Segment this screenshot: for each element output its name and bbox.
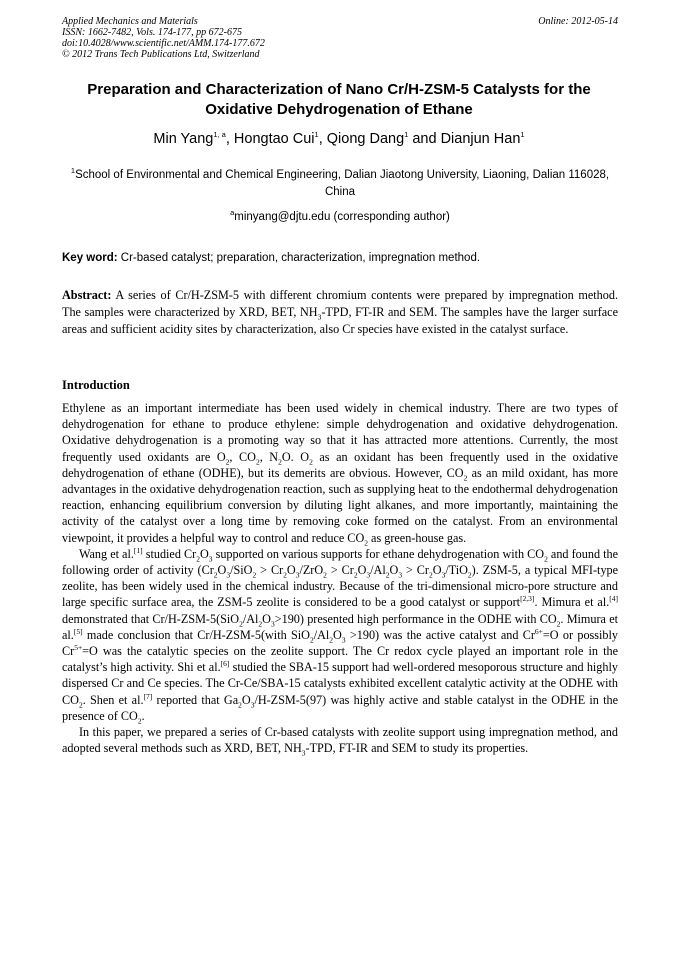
text: demonstrated that Cr/H-ZSM-5(SiO [62, 611, 240, 626]
online-date: Online: 2012-05-14 [538, 16, 618, 27]
text: /Al [313, 627, 330, 642]
citation: [6] [220, 659, 230, 669]
text: /H-ZSM-5(97) was highly active and stable catalyst in the ODHE in the presence of CO [62, 692, 619, 723]
citation: [1] [133, 545, 143, 555]
keywords [62, 250, 618, 266]
journal-name: Applied Mechanics and Materials [62, 16, 198, 27]
subscript: 2 [78, 700, 83, 710]
subscript: 3 [250, 700, 255, 710]
subscript: 3 [301, 748, 306, 758]
text: O [199, 546, 209, 561]
text: /ZrO [299, 563, 324, 578]
superscript: 5+ [74, 642, 83, 652]
text: studied Cr [142, 546, 197, 561]
subscript: 2 [238, 700, 242, 710]
subscript: 2 [309, 635, 314, 645]
text: . Shen et al. [82, 692, 144, 707]
subscript: 3 [295, 570, 300, 580]
text: =O was the catalytic species on the zeolite support. The Cr redox cycle played an important role in the catalyst’s high activity. Shi et al. [62, 644, 618, 675]
affiliation [62, 167, 618, 201]
author-name: Dianjun Han [440, 131, 521, 147]
author-name: Min Yang [153, 131, 214, 147]
subscript: 3 [270, 619, 275, 629]
text: O [286, 563, 296, 578]
affiliation-text: School of Environmental and Chemical Engineering, Dalian Jiaotong University, Liaoning, Dalian 116028, China [75, 169, 610, 198]
subscript: 3 [341, 635, 346, 645]
text: >190) presented high performance in the ODHE with CO [274, 611, 557, 626]
text: In this paper, we prepared a series of Cr-based catalysts with zeolite support using impregnation method, and adopted several methods such as XRD, BET, NH [62, 725, 618, 756]
citation: [4] [609, 594, 618, 604]
author-name: Hongtao Cui [233, 131, 315, 147]
email-text: minyang@djtu.edu (corresponding author) [234, 211, 450, 223]
text: , CO [229, 449, 256, 464]
title-line-1: Preparation and Characterization of Nano Cr/H-ZSM-5 Catalysts for the [87, 81, 591, 98]
paragraph-3 [62, 724, 618, 756]
text: =O or possibly Cr [62, 627, 618, 659]
subscript: 2 [353, 570, 358, 580]
text: O. O [281, 449, 310, 464]
author-sup: 1, a [213, 130, 226, 140]
journal-header [62, 16, 618, 60]
text: , N [259, 449, 279, 464]
abstract-label: Abstract: [62, 288, 112, 302]
subscript: 2 [137, 716, 142, 726]
author-sup: 1 [520, 130, 525, 140]
subscript: 2 [225, 457, 230, 467]
author-separator: , [225, 131, 234, 147]
subscript: 2 [255, 457, 260, 467]
text: > Cr [402, 563, 429, 578]
abstract [62, 287, 618, 339]
introduction-body [62, 400, 618, 756]
subscript: 2 [283, 570, 287, 580]
abstract-text: A series of Cr/H-ZSM-5 with different chromium contents were prepared by impregnation method. The samples were characterized by XRD, BET, NH [62, 288, 618, 320]
subscript: 2 [196, 554, 200, 564]
subscript: 2 [213, 570, 218, 580]
text: ). ZSM-5, a typical MFI-type zeolite, has been widely used in the chemical industry. Because of the tri-dimensional micro-pore structure and large specific surface area, the ZSM-5 zeolite is considered to be a good catalyst or support [62, 563, 619, 610]
paragraph-1 [62, 400, 618, 546]
author-list [40, 130, 638, 148]
text: reported that Ga [152, 692, 239, 707]
subscript: 2 [252, 570, 257, 580]
text: O [432, 563, 442, 578]
text: > Cr [326, 563, 354, 578]
keywords-label: Key word: [62, 252, 118, 264]
paragraph-2 [62, 546, 618, 724]
subscript: 2 [467, 570, 472, 580]
author-sup: 1 [314, 130, 319, 140]
subscript: 2 [429, 570, 433, 580]
email-sup: a [230, 208, 235, 218]
paper-title [55, 80, 623, 120]
keywords-text: Cr-based catalyst; preparation, characterization, impregnation method. [117, 252, 481, 264]
superscript: 6+ [534, 626, 543, 636]
subscript: 2 [385, 570, 390, 580]
doi-line: doi:10.4028/www.scientific.net/AMM.174-177.672 [62, 38, 265, 49]
text: > Cr [256, 563, 284, 578]
text: O [241, 692, 251, 707]
affiliation-sup: 1 [70, 166, 76, 176]
title-line-2: Oxidative Dehydrogenation of Ethane [205, 101, 473, 118]
subscript: 2 [556, 619, 561, 629]
author-name: Qiong Dang [326, 131, 405, 147]
text: O [389, 563, 399, 578]
subscript: 3 [441, 570, 446, 580]
text: studied the SBA-15 support had well-ordered mesoporous structure and highly dispersed Cr and Ce species. The Cr-Ce/SBA-15 catalysts exhibited excellent catalytic activity at the ODHE with CO [62, 660, 618, 707]
subscript: 2 [364, 538, 368, 548]
subscript: 3 [317, 312, 322, 322]
text: as an mild oxidant, has more advantages in the oxidative dehydrogenation reaction, such as supplying heat to the endothermal dehydrogenation reaction, enhancing equilibrium conversion by diluting light alkanes, and more importantly, maintaining the activity of the catalyst over a long time by removing coke formed on the catalyst. From an environmental viewpoint, it provides a helpful way to control and reduce CO [62, 465, 618, 545]
citation: [5] [73, 626, 83, 636]
subscript: 3 [226, 570, 231, 580]
text: /Al [242, 611, 259, 626]
text: >190) was the active catalyst and Cr [345, 627, 535, 642]
subscript: 2 [258, 619, 263, 629]
subscript: 2 [309, 457, 313, 467]
author-sup: 1 [404, 130, 409, 140]
subscript: 3 [398, 570, 403, 580]
issn-line: ISSN: 1662-7482, Vols. 174-177, pp 672-675 [62, 27, 242, 38]
subscript: 2 [329, 635, 334, 645]
citation: [2,3] [520, 594, 535, 604]
text: . [141, 708, 145, 723]
text: /TiO [445, 563, 468, 578]
text: /SiO [230, 563, 253, 578]
subscript: 2 [323, 570, 327, 580]
text: O [262, 611, 271, 626]
author-separator: , [318, 131, 327, 147]
abstract-text: -TPD, FT-IR and SEM. The samples have the larger surface areas and sufficient acidity sites by characterization, also Cr species have existed in the catalyst surface. [62, 305, 618, 337]
subscript: 3 [208, 554, 213, 564]
text: made conclusion that Cr/H-ZSM-5(with SiO [82, 627, 310, 642]
text: supported on various supports for ethane dehydrogenation with CO [212, 546, 545, 561]
text: Wang et al. [79, 546, 134, 561]
subscript: 2 [239, 619, 243, 629]
text: -TPD, FT-IR and SEM to study its properties. [305, 741, 529, 756]
text: /Al [370, 563, 386, 578]
text: and found the following order of activity (Cr [62, 546, 618, 578]
text: as an oxidant has been frequently used in the oxidative dehydrogenation of ethane (ODHE), but its demerits are obvious. However, CO [62, 449, 618, 480]
text: O [217, 563, 227, 578]
section-heading-introduction: Introduction [62, 378, 130, 392]
subscript: 2 [463, 473, 468, 483]
subscript: 2 [544, 554, 548, 564]
text: O [333, 627, 342, 642]
corresponding-email [62, 209, 618, 226]
text: . Mimura et al. [534, 595, 610, 610]
author-separator: and [408, 131, 441, 147]
citation: [7] [143, 691, 153, 701]
text: Ethylene as an important intermediate has been used widely in chemical industry. There are two types of dehydrogenation for ethane to produce ethylene: simple dehydrogenation and oxidative dehydrogenation. Oxidative dehydrogenation is a promoting way so that it has attracted more attentions. Currently, the most frequently used oxidants are O [62, 401, 618, 464]
copyright-line: © 2012 Trans Tech Publications Ltd, Switzerland [62, 49, 260, 60]
text: O [357, 563, 367, 578]
text: . Mimura et al. [62, 611, 618, 642]
subscript: 3 [366, 570, 371, 580]
subscript: 2 [278, 457, 282, 467]
text: as green-house gas. [368, 530, 467, 545]
